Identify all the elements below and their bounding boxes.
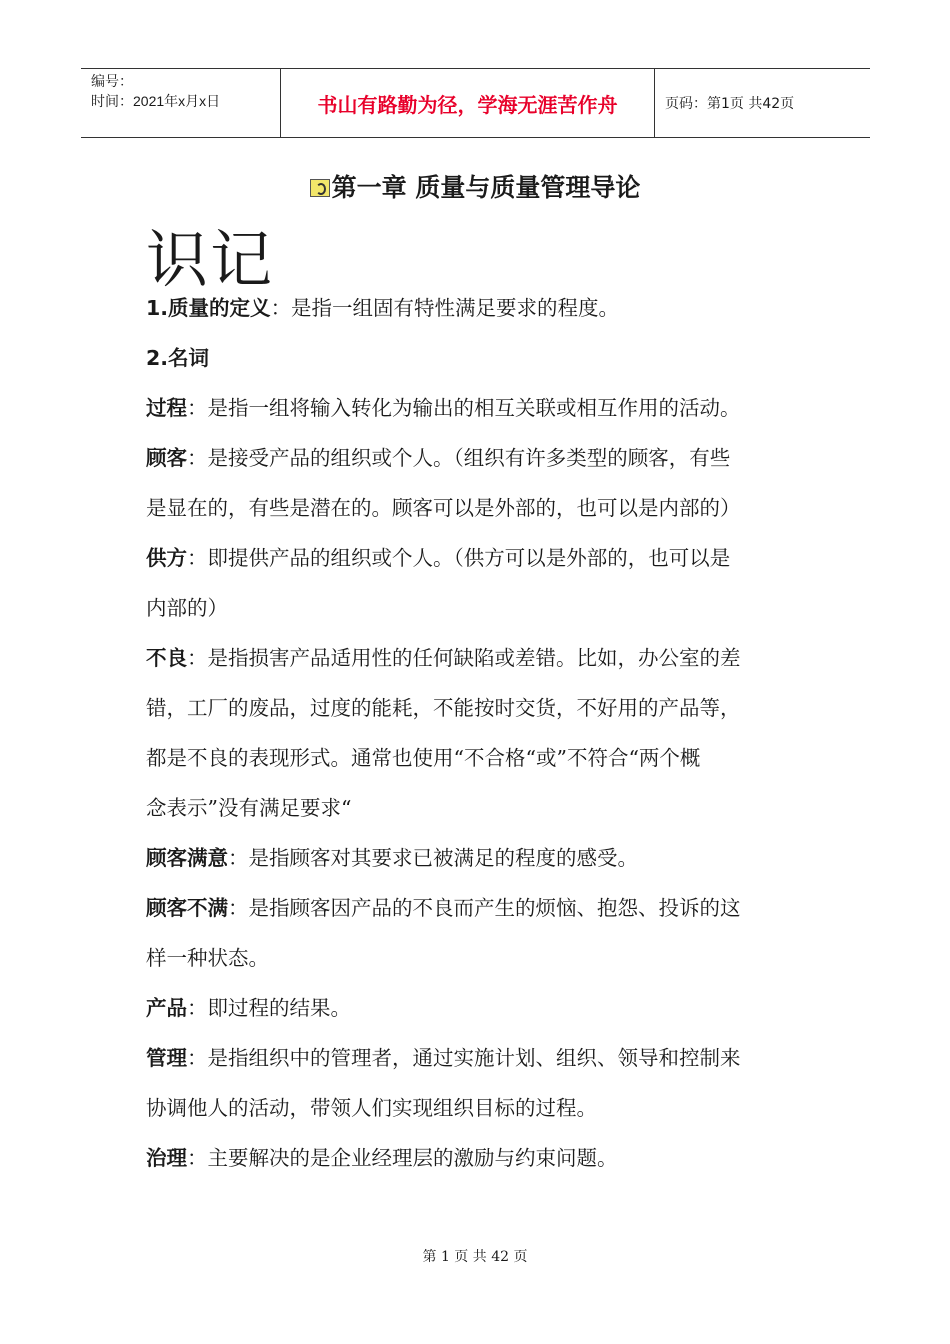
- term-label: 管理: [146, 1046, 187, 1070]
- text-line: [146, 933, 796, 983]
- term-label: 2.名词: [146, 346, 210, 370]
- section-title: 识记: [146, 223, 275, 296]
- term-definition: ：是指顾客因产品的不良而产生的烦恼、抱怨、投诉的这: [228, 896, 741, 920]
- term-label: 不良: [146, 646, 187, 670]
- text-line: [146, 783, 796, 833]
- chapter-title: 第一章 质量与质量管理导论: [331, 173, 641, 202]
- term-definition: ：是接受产品的组织或个人。（组织有许多类型的顾客，有些: [187, 446, 731, 470]
- text-line: [146, 733, 796, 783]
- term-label: 顾客: [146, 446, 187, 470]
- term-definition: 内部的）: [146, 596, 228, 620]
- text-line: [146, 483, 796, 533]
- body-content: [146, 283, 796, 1183]
- term-label: 过程: [146, 396, 187, 420]
- text-line: [146, 433, 796, 483]
- text-line: [146, 1033, 796, 1083]
- term-definition: 样一种状态。: [146, 946, 269, 970]
- text-line: [146, 983, 796, 1033]
- term-definition: ：是指一组固有特性满足要求的程度。: [270, 296, 620, 320]
- text-line: [146, 533, 796, 583]
- term-label: 顾客满意: [146, 846, 228, 870]
- term-definition: ：主要解决的是企业经理层的激励与约束问题。: [187, 1146, 618, 1170]
- text-line: [146, 1133, 796, 1183]
- term-definition: 都是不良的表现形式。通常也使用“不合格“或”不符合“两个概: [146, 746, 701, 770]
- text-line: [146, 633, 796, 683]
- text-line: [146, 283, 796, 333]
- term-label: 顾客不满: [146, 896, 228, 920]
- header-meta-cell: [81, 69, 281, 137]
- term-definition: 错，工厂的废品，过度的能耗，不能按时交货，不好用的产品等，: [146, 696, 741, 720]
- time-label: 时间：2021年x月x日: [91, 93, 221, 109]
- header-page-label: 页码：第1页 共42页: [665, 96, 795, 112]
- text-line: [146, 683, 796, 733]
- text-line: [146, 383, 796, 433]
- term-definition: ：即过程的结果。: [187, 996, 351, 1020]
- term-label: 治理: [146, 1146, 187, 1170]
- text-line: [146, 1083, 796, 1133]
- term-definition: ：是指顾客对其要求已被满足的程度的感受。: [228, 846, 638, 870]
- code-label: 编号：: [91, 73, 133, 89]
- term-label: 供方: [146, 546, 187, 570]
- page-footer: 第 1 页 共 42 页: [422, 1249, 528, 1265]
- header-motto: 书山有路勤为径，学海无涯苦作舟: [281, 69, 655, 137]
- term-definition: 协调他人的活动，带领人们实现组织目标的过程。: [146, 1096, 597, 1120]
- term-definition: 是显在的，有些是潜在的。顾客可以是外部的，也可以是内部的）: [146, 496, 741, 520]
- term-definition: 念表示”没有满足要求“: [146, 796, 352, 820]
- hyperlink-icon: [310, 179, 330, 197]
- term-definition: ：是指组织中的管理者，通过实施计划、组织、领导和控制来: [187, 1046, 741, 1070]
- document-header: [81, 68, 870, 138]
- term-definition: ：是指一组将输入转化为输出的相互关联或相互作用的活动。: [187, 396, 741, 420]
- text-line: [146, 333, 796, 383]
- text-line: [146, 883, 796, 933]
- term-definition: ：是指损害产品适用性的任何缺陷或差错。比如，办公室的差: [187, 646, 741, 670]
- term-definition: ：即提供产品的组织或个人。（供方可以是外部的，也可以是: [187, 546, 731, 570]
- text-line: [146, 833, 796, 883]
- term-label: 产品: [146, 996, 187, 1020]
- text-line: [146, 583, 796, 633]
- chapter-heading: [0, 168, 950, 204]
- term-label: 1.质量的定义: [146, 296, 271, 320]
